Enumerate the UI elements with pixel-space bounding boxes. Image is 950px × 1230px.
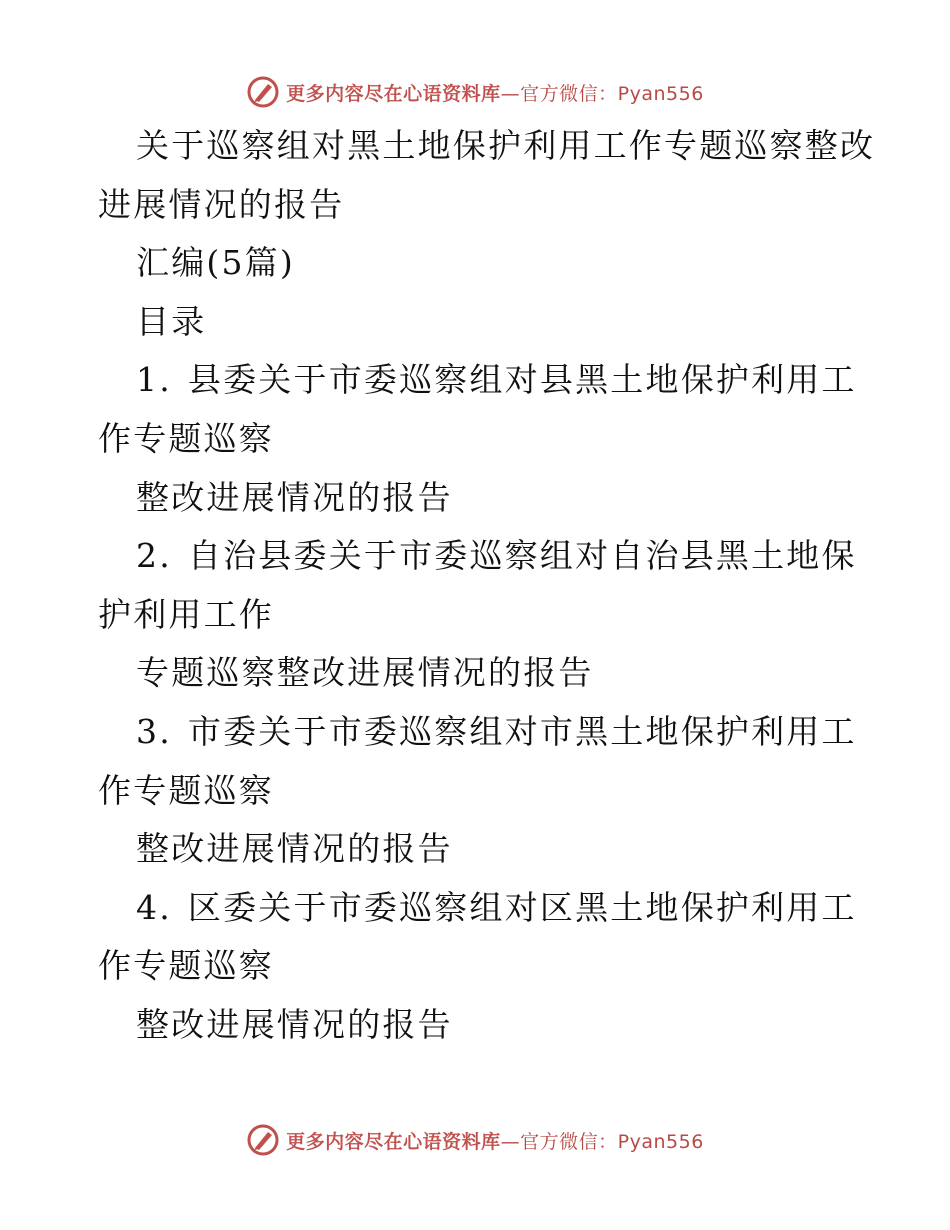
document-body (98, 117, 876, 1055)
toc-item-4-line-3: 整改进展情况的报告 (136, 1004, 453, 1044)
watermark-wechat: —官方微信：Pyan556 (500, 1130, 704, 1153)
toc-item-3-line-1 (98, 703, 868, 762)
watermark-main: 更多内容尽在心语资料库 (286, 1130, 501, 1153)
toc-item-3-line-2: 作专题巡察 (98, 770, 274, 810)
toc-item-4-line-1 (98, 879, 868, 938)
toc-item-1-line-3: 整改进展情况的报告 (136, 477, 453, 517)
toc-item-text: 自治县委关于市委巡察组对自治县黑土地保 (187, 536, 857, 576)
toc-item-2-line-1 (98, 527, 868, 586)
toc-item-text: 县委关于市委巡察组对县黑土地保护利用工 (187, 360, 857, 400)
document-subtitle: 汇编(5篇) (136, 243, 295, 283)
watermark-main: 更多内容尽在心语资料库 (286, 82, 501, 105)
toc-item-number: 4. (136, 887, 172, 927)
toc-item-text: 市委关于市委巡察组对市黑土地保护利用工 (187, 711, 857, 751)
quill-pen-circle-icon (246, 75, 280, 109)
footer-watermark (0, 1120, 950, 1160)
toc-item-2-line-2: 护利用工作 (98, 594, 274, 634)
toc-item-1-line-1 (98, 351, 868, 410)
toc-item-3-line-3: 整改进展情况的报告 (136, 829, 453, 869)
document-title-line-1: 关于巡察组对黑土地保护利用工作专题巡察整改 (136, 126, 876, 165)
quill-pen-circle-icon (246, 1123, 280, 1157)
toc-item-number: 1. (136, 360, 172, 400)
toc-item-text: 区委关于市委巡察组对区黑土地保护利用工 (187, 887, 857, 927)
toc-item-1-line-2: 作专题巡察 (98, 418, 274, 458)
toc-item-4-line-2: 作专题巡察 (98, 946, 274, 986)
toc-item-number: 2. (136, 536, 172, 576)
watermark-text (286, 79, 704, 106)
watermark-wechat: —官方微信：Pyan556 (500, 82, 704, 105)
header-watermark (0, 72, 950, 112)
toc-item-number: 3. (136, 711, 172, 751)
toc-item-2-line-3: 专题巡察整改进展情况的报告 (136, 653, 594, 693)
toc-heading: 目录 (136, 301, 207, 341)
document-title-line-2: 进展情况的报告 (98, 184, 345, 224)
watermark-text (286, 1127, 704, 1154)
